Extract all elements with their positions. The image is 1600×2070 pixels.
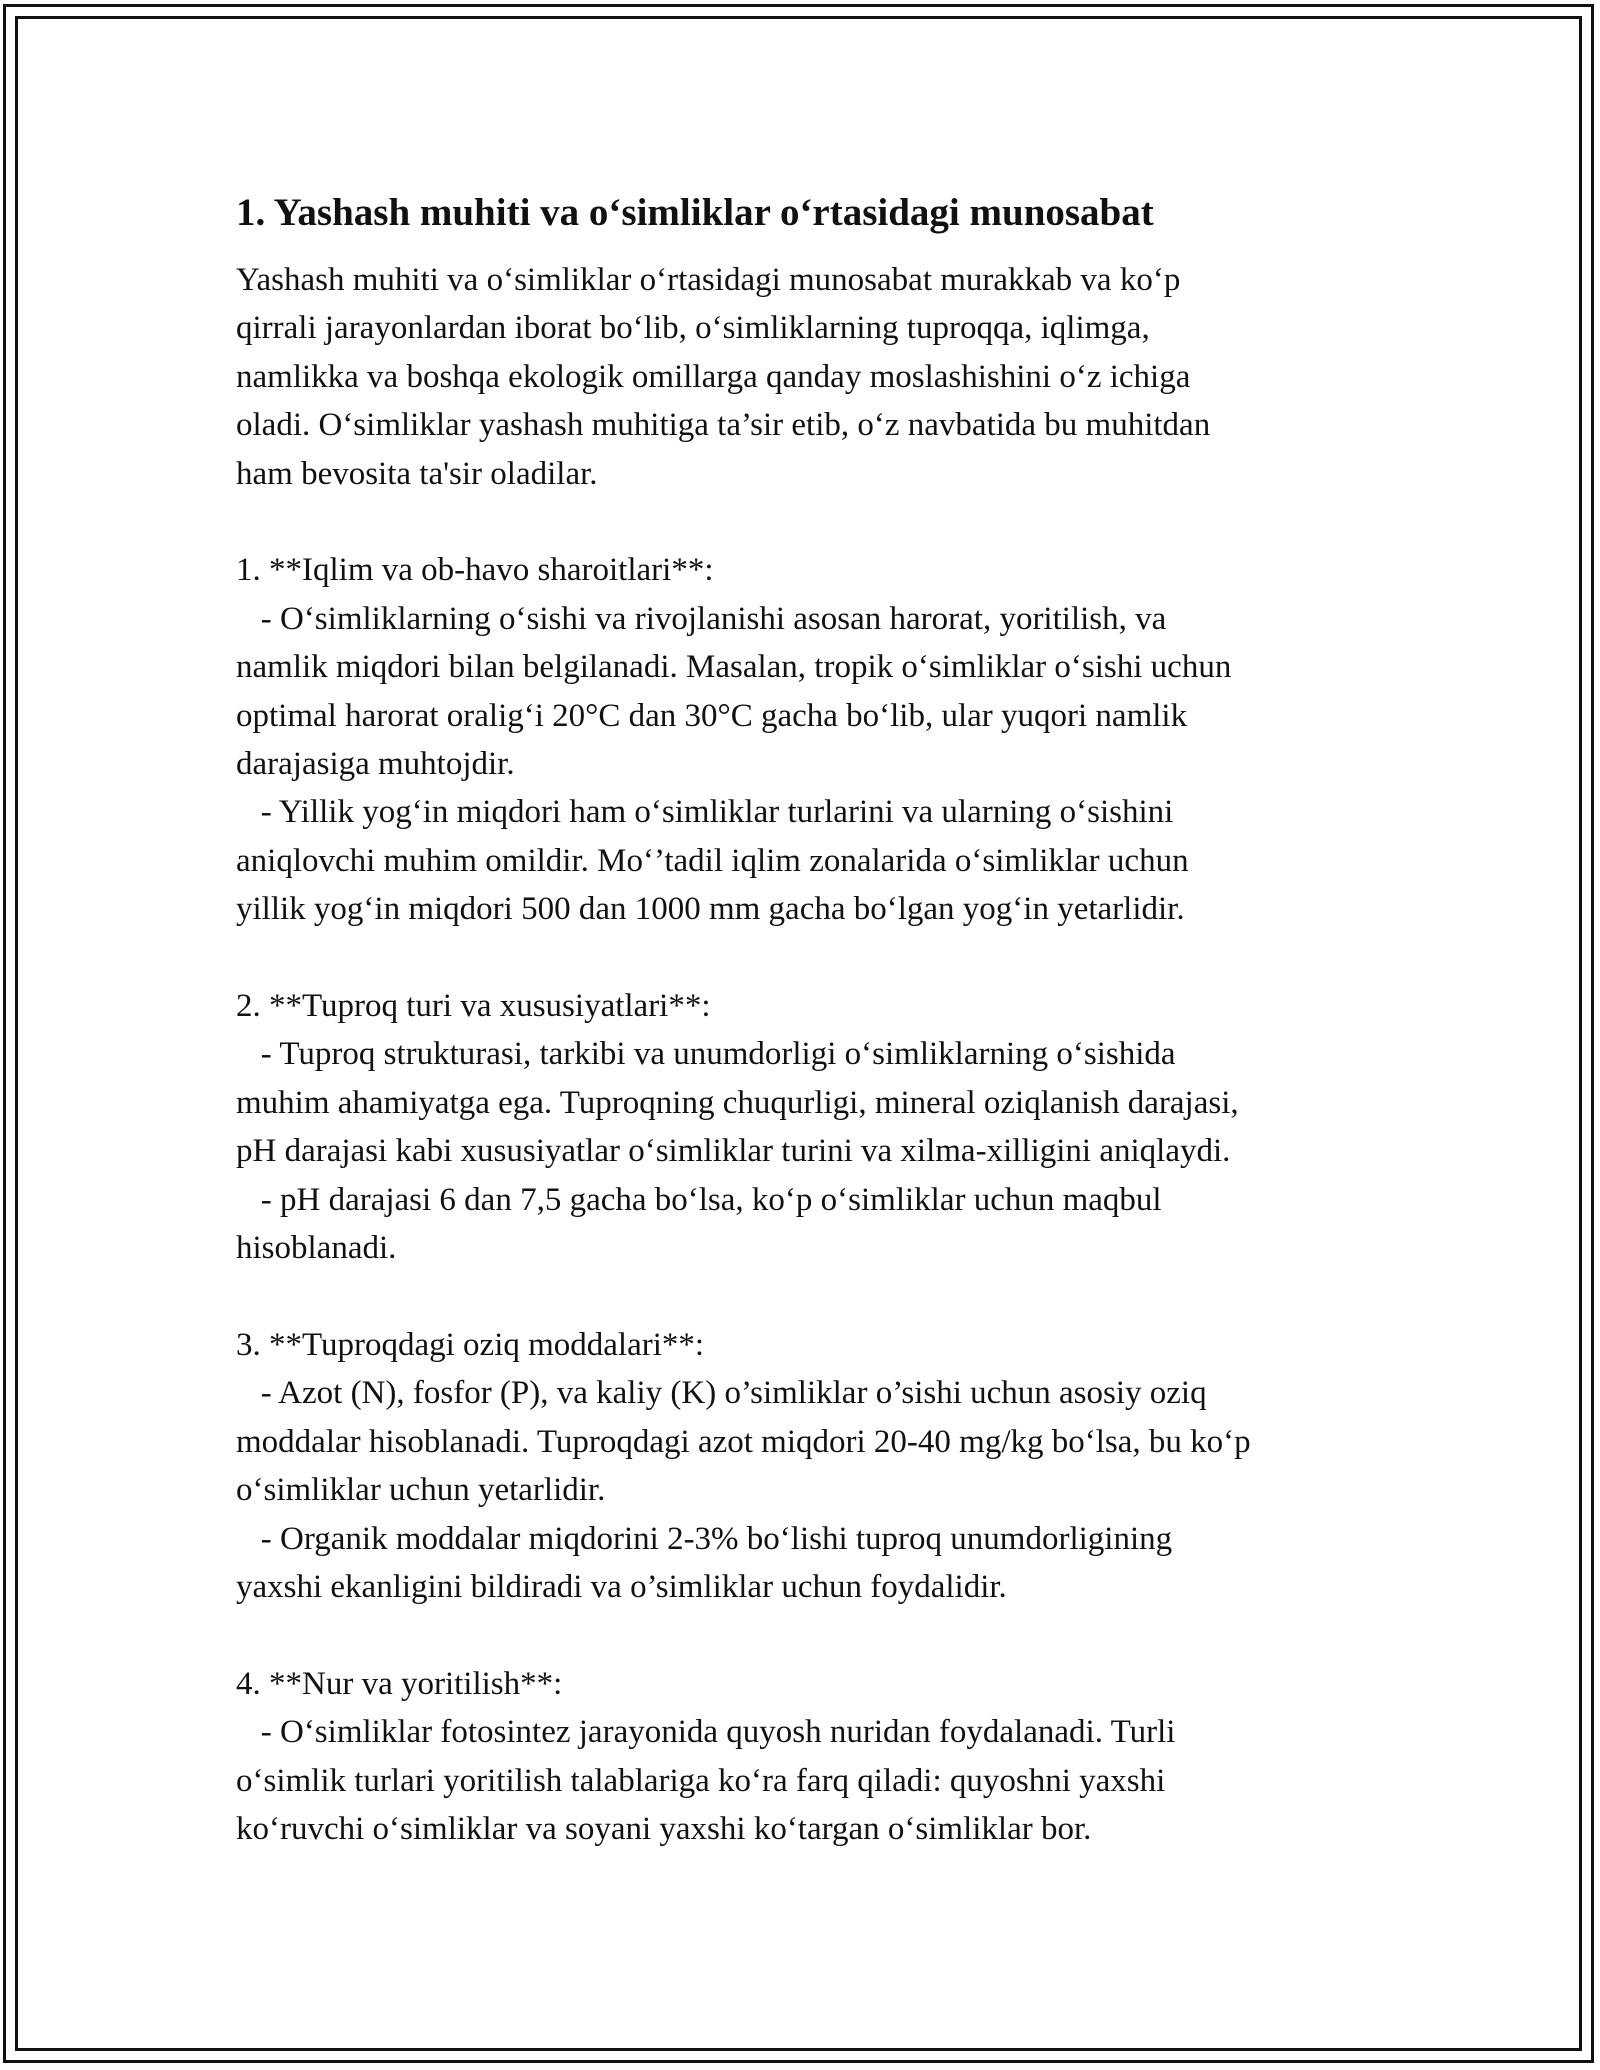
- document-title: 1. Yashash muhiti va o‘simliklar o‘rtasidagi munosabat: [236, 191, 1154, 234]
- text-line: darajasiga muhtojdir.: [236, 746, 515, 783]
- text-line: moddalar hisoblanadi. Tuproqdagi azot miqdori 20-40 mg/kg bo‘lsa, bu ko‘p: [236, 1423, 1251, 1460]
- text-line: - Azot (N), fosfor (P), va kaliy (K) o’simliklar o’sishi uchun asosiy oziq: [236, 1375, 1207, 1412]
- text-line: - Yillik yog‘in miqdori ham o‘simliklar turlarini va ularning o‘sishini: [236, 794, 1174, 831]
- section-heading: 1. **Iqlim va ob-havo sharoitlari**:: [236, 552, 714, 589]
- text-line: oladi. O‘simliklar yashash muhitiga ta’sir etib, o‘z navbatida bu muhitdan: [236, 407, 1211, 444]
- text-line: - Tuproq strukturasi, tarkibi va unumdorligi o‘simliklarning o‘sishida: [236, 1036, 1176, 1073]
- text-line: yillik yog‘in miqdori 500 dan 1000 mm gacha bo‘lgan yog‘in yetarlidir.: [236, 891, 1185, 928]
- text-line: ham bevosita ta'sir oladilar.: [236, 455, 598, 492]
- text-line: namlikka va boshqa ekologik omillarga qanday moslashishini o‘z ichiga: [236, 358, 1191, 395]
- section-climate: [236, 546, 1366, 933]
- section-heading: 3. **Tuproqdagi oziq moddalari**:: [236, 1326, 705, 1363]
- text-line: optimal harorat oralig‘i 20°C dan 30°C gacha bo‘lib, ular yuqori namlik: [236, 697, 1188, 734]
- document-body: [236, 182, 1366, 1853]
- intro-paragraph: [236, 256, 1366, 498]
- text-line: pH darajasi kabi xususiyatlar o‘simliklar turini va xilma-xilligini aniqlaydi.: [236, 1133, 1231, 1170]
- text-line: - pH darajasi 6 dan 7,5 gacha bo‘lsa, ko‘p o‘simliklar uchun maqbul: [236, 1181, 1162, 1218]
- text-line: - O‘simliklarning o‘sishi va rivojlanishi asosan harorat, yoritilish, va: [236, 600, 1167, 637]
- text-line: aniqlovchi muhim omildir. Mo‘’tadil iqlim zonalarida o‘simliklar uchun: [236, 842, 1189, 879]
- text-line: o‘simliklar uchun yetarlidir.: [236, 1472, 606, 1509]
- text-line: hisoblanadi.: [236, 1230, 397, 1267]
- text-line: Yashash muhiti va o‘simliklar o‘rtasidagi munosabat murakkab va ko‘p: [236, 262, 1181, 298]
- text-line: o‘simlik turlari yoritilish talablariga ko‘ra farq qiladi: quyoshni yaxshi: [236, 1762, 1166, 1799]
- text-line: ko‘ruvchi o‘simliklar va soyani yaxshi ko‘targan o‘simliklar bor.: [236, 1810, 1092, 1847]
- section-heading: 2. **Tuproq turi va xususiyatlari**:: [236, 988, 711, 1025]
- section-heading: 4. **Nur va yoritilish**:: [236, 1665, 563, 1702]
- section-light: [236, 1660, 1366, 1854]
- text-line: yaxshi ekanligini bildiradi va o’simliklar uchun foydalidir.: [236, 1568, 1007, 1605]
- section-nutrients: [236, 1321, 1366, 1611]
- text-line: namlik miqdori bilan belgilanadi. Masalan, tropik o‘simliklar o‘sishi uchun: [236, 649, 1232, 686]
- text-line: - Organik moddalar miqdorini 2-3% bo‘lishi tuproq unumdorligining: [236, 1520, 1173, 1557]
- text-line: - O‘simliklar fotosintez jarayonida quyosh nuridan foydalanadi. Turli: [236, 1714, 1176, 1751]
- text-line: muhim ahamiyatga ega. Tuproqning chuqurligi, mineral oziqlanish darajasi,: [236, 1084, 1239, 1121]
- section-soil: [236, 982, 1366, 1272]
- text-line: qirrali jarayonlardan iborat bo‘lib, o‘simliklarning tuproqqa, iqlimga,: [236, 310, 1150, 347]
